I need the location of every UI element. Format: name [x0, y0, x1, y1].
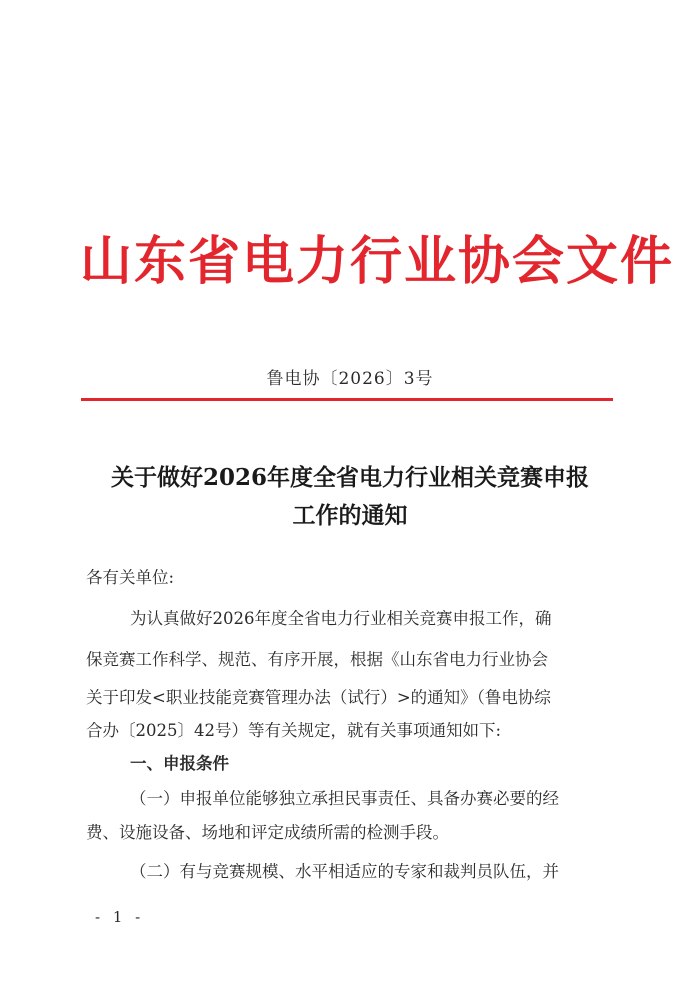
header-red-divider — [81, 398, 613, 401]
paragraph-1-line-1: 为认真做好2026年度全省电力行业相关竞赛申报工作，确 — [130, 609, 552, 628]
item-1-line-1: （一）申报单位能够独立承担民事责任、具备办赛必要的经 — [130, 789, 559, 808]
paragraph-1-line-3: 关于印发<职业技能竞赛管理办法（试行）>的通知》（鲁电协综 — [86, 688, 551, 707]
salutation: 各有关单位: — [86, 568, 175, 587]
item-1-line-2: 费、设施设备、场地和评定成绩所需的检测手段。 — [86, 823, 449, 842]
paragraph-1-line-2: 保竞赛工作科学、规范、有序开展，根据《山东省电力行业协会 — [86, 650, 548, 669]
section-1-heading: 一、申报条件 — [130, 754, 229, 773]
item-2-line-1: （二）有与竞赛规模、水平相适应的专家和裁判员队伍，并 — [130, 862, 559, 881]
paragraph-1-line-4: 合办〔2025〕42号）等有关规定，就有关事项通知如下: — [86, 721, 502, 740]
page-number: - 1 - — [95, 908, 145, 926]
notice-title — [60, 459, 640, 535]
notice-title-line-1: 关于做好2026年度全省电力行业相关竞赛申报 — [110, 464, 589, 491]
notice-title-line-2: 工作的通知 — [292, 502, 408, 529]
document-header-title: 山东省电力行业协会文件 — [80, 231, 675, 292]
document-number: 鲁电协〔2026〕3号 — [266, 369, 434, 389]
